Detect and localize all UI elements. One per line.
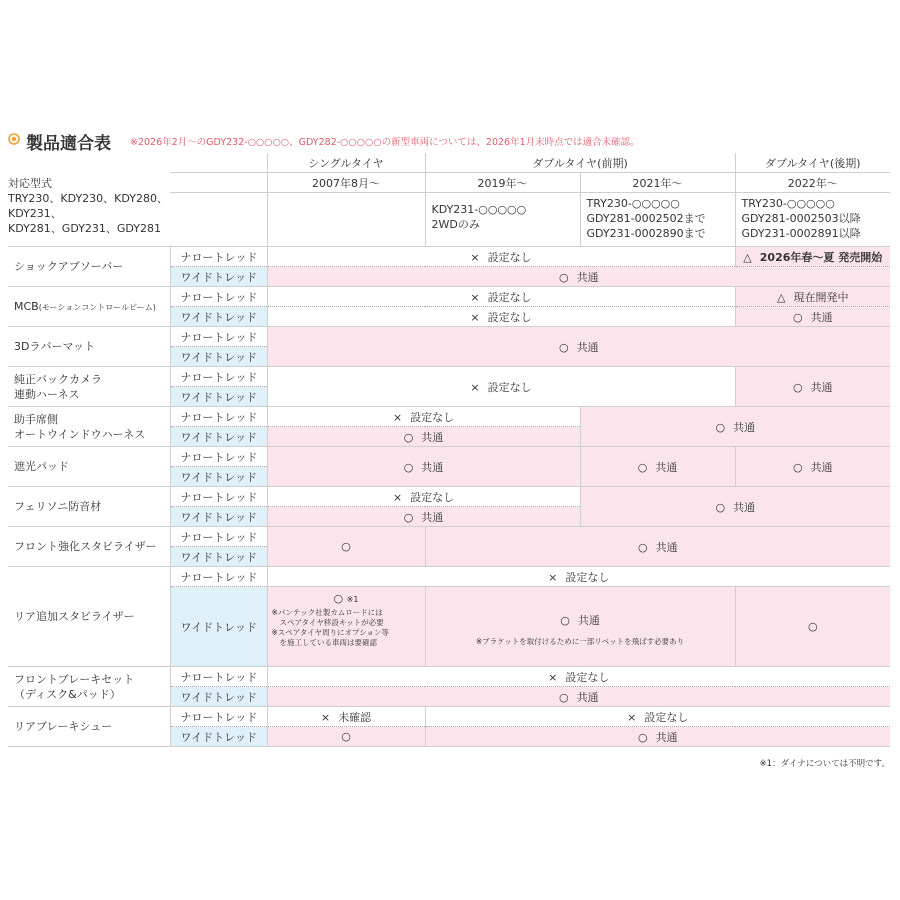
period-2022: 2022年～ <box>735 173 890 193</box>
gen-2021: TRY230-○○○○○ GDY281-0002502まで GDY231-0002890まで <box>580 193 735 247</box>
models-line-2: KDY281、GDY231、GDY281 <box>8 222 162 235</box>
rear-stab-double-early-cell: ○ 共通 ※ブラケットを取付けるために一部リベットを飛ばす必要あり <box>425 587 735 667</box>
compatibility-table: 対応型式 TRY230、KDY230、KDY280、KDY231、 KDY281、GDY231、GDY281 シングルタイヤ ダブルタイヤ(前期) ダブルタイヤ(後期) 2007年8月～ 2019年～ 2021年～ 2022年～ KDY231-○○○○○ 2WDのみ TRY230-○○○○○ GDY281-0002502まで GDY231-0002890まで TRY230-○○○○○ GDY281-0002503以降 GDY231-0002891以降 ショックアブソーバー ナロートレッド × 設定なし △ 2026年春～夏 発売開始 ワイドトレッド ○ 共通 MCB(モーションコントロールビーム) ナロートレッド × 設定なし △ 現在開発中 ワイドトレッド × 設定なし ○ 共通 3Dラバーマット ナロートレッド ○ 共通 ワイドトレッド 純正バックカメラ 連動ハーネス ナロートレッド × 設定なし ○ 共通 ワイドトレッド 助手席側 オートウインドウハーネス ナロートレッド × 設定なし ○ 共通 ワイドトレッド ○ 共通 遮光パッド ナロートレッド ○ 共通 ○ 共通 ○ 共通 ワイドトレッド フェリソニ防音材 ナロートレッド × 設定なし ○ 共通 ワイドトレッド ○ 共通 フロント強化スタビライザー ナロートレッド ○ ○ 共通 ワイドトレッド リア追加スタビライザー ナロートレッド × 設定なし ワイドトレッド ○ ※1 ※パンテック社製カムロードには スペアタイヤ移設キットが必要 ※スペアタイヤ周りにオプション等 を施工している車両は要確認 ○ 共通 ※ブラケットを取付けるために一部リベットを飛ばす必要あり ○ フロントブレーキセット （ディスク&パッド） ナロートレッド × 設定なし ワイドトレッド ○ 共通 リアブレーキシュー ナロートレッド × 未確認 × 設定なし ワイドトレッド ○ ○ 共通 <box>8 153 890 747</box>
product-shock: ショックアブソーバー <box>8 247 170 287</box>
models-label: 対応型式 <box>8 177 52 190</box>
tread-wide: ワイドトレッド <box>170 267 267 287</box>
tread-narrow: ナロートレッド <box>170 247 267 267</box>
product-rear-shoe: リアブレーキシュー <box>8 707 170 747</box>
gen-2019: KDY231-○○○○○ 2WDのみ <box>425 193 580 247</box>
period-2021: 2021年～ <box>580 173 735 193</box>
models-header <box>8 153 170 247</box>
footnote: ※1：ダイナについては不明です。 <box>759 759 890 769</box>
product-window: 助手席側 オートウインドウハーネス <box>8 407 170 447</box>
product-mat: 3Dラバーマット <box>8 327 170 367</box>
page-title: 製品適合表 <box>26 134 111 154</box>
rear-stab-single-cell: ○ ※1 ※パンテック社製カムロードには スペアタイヤ移設キットが必要 ※スペアタイヤ周りにオプション等 を施工している車両は要確認 <box>267 587 425 667</box>
period-single: 2007年8月～ <box>267 173 425 193</box>
gen-2022: TRY230-○○○○○ GDY281-0002503以降 GDY231-0002891以降 <box>735 193 890 247</box>
product-brake-set: フロントブレーキセット （ディスク&パッド） <box>8 667 170 707</box>
models-line-1: TRY230、KDY230、KDY280、KDY231、 <box>8 192 168 220</box>
group-double-early: ダブルタイヤ(前期) <box>425 153 735 173</box>
product-camera: 純正バックカメラ 連動ハーネス <box>8 367 170 407</box>
group-single: シングルタイヤ <box>267 153 425 173</box>
product-felisoni: フェリソニ防音材 <box>8 487 170 527</box>
product-mcb: MCB(モーションコントロールビーム) <box>8 287 170 327</box>
product-rear-stab: リア追加スタビライザー <box>8 567 170 667</box>
title-bar <box>8 128 892 152</box>
product-shade: 遮光パッド <box>8 447 170 487</box>
period-2019: 2019年～ <box>425 173 580 193</box>
group-double-late: ダブルタイヤ(後期) <box>735 153 890 173</box>
title-note: ※2026年2月～のGDY232-○○○○○、GDY282-○○○○○の新型車両については、2026年1月末時点では適合未確認。 <box>130 137 640 148</box>
double-circle-icon <box>8 133 20 145</box>
product-front-stab: フロント強化スタビライザー <box>8 527 170 567</box>
